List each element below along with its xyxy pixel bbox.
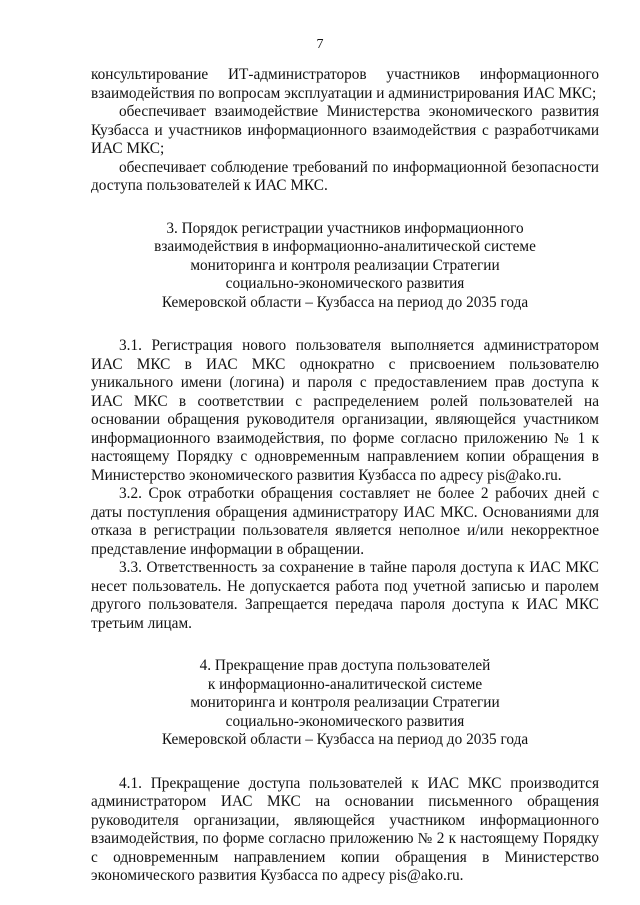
page-number: 7	[316, 37, 324, 52]
spacer	[91, 633, 599, 657]
intro-paragraph-3: обеспечивает соблюдение требований по информационной безопасности доступа пользователей к ИАС МКС.	[91, 158, 599, 194]
section-4-heading: 4. Прекращение прав доступа пользователей к информационно-аналитической системе мониторинга и контроля реализации Стратегии социально-экономического развития Кемеровской области – Кузбасса на период до 2035 года	[161, 657, 529, 748]
intro-paragraph-2: обеспечивает взаимодействие Министерства экономического развития Кузбасса и участников информационного взаимодействия с разработчиками ИАС МКС;	[91, 103, 599, 157]
spacer	[91, 750, 599, 775]
spacer	[91, 196, 599, 220]
paragraph-4-1: 4.1. Прекращение доступа пользователей к ИАС МКС производится администратором ИАС МКС на основании письменного обращения руководителя организации, являющейся участником информационного взаимодействия, по форме согласно приложению № 2 к настоящему Порядку с одновременным направлением копии обращения в Министерство экономического развития Кузбасса по адресу pis@ako.ru.	[91, 774, 599, 884]
intro-paragraph-1: консультирование ИТ-администраторов участников информационного взаимодействия по вопросам эксплуатации и администрирования ИАС МКС;	[91, 66, 599, 102]
paragraph-3-3: 3.3. Ответственность за сохранение в тайне пароля доступа к ИАС МКС несет пользователь. Не допускается работа под учетной записью и паролем другого пользователя. Запрещается передача пароля доступа к ИАС МКС третьим лицам.	[91, 559, 599, 632]
paragraph-3-2: 3.2. Срок отработки обращения составляет не более 2 рабочих дней с даты поступления обращения администратору ИАС МКС. Основаниями для отказа в регистрации пользователя является неполное и/или некорректное представление информации в обращении.	[91, 485, 599, 558]
spacer	[91, 312, 599, 337]
document-body	[91, 66, 599, 886]
section-3-heading: 3. Порядок регистрации участников информационного взаимодействия в информационно-аналитической системе мониторинга и контроля реализации Стратегии социально-экономического развития Кемеровской области – Кузбасса на период до 2035 года	[154, 219, 536, 311]
paragraph-3-1: 3.1. Регистрация нового пользователя выполняется администратором ИАС МКС в ИАС МКС однократно с присвоением пользователю уникального имени (логина) и пароля с предоставлением прав доступа к ИАС МКС в соответствии с распределением ролей пользователей на основании обращения руководителя организации, являющейся участником информационного взаимодействия, по форме согласно приложению № 1 к настоящему Порядку с одновременным направлением копии обращения в Министерство экономического развития Кузбасса по адресу pis@ako.ru.	[91, 337, 599, 484]
